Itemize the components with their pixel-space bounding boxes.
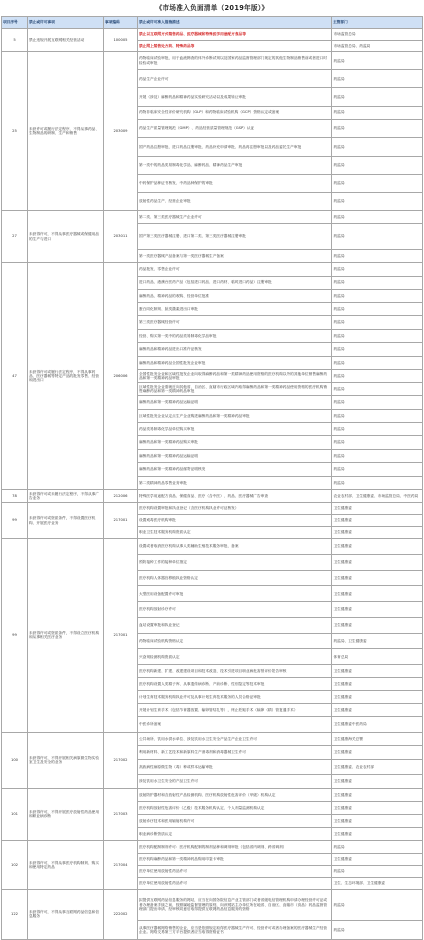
dept-cell: 药监局 xyxy=(332,52,423,70)
item-name-cell: 未获得许可或履行法定程序，不得从事药品、医疗器械等特定产品的批发零售、经营和进出口 xyxy=(28,263,104,490)
table-row xyxy=(2,539,423,555)
measure-cell: 药物非临床安全性评价研究机构（GLP）和药物临床试验机构（GCP）资格认定或备案 xyxy=(138,106,332,119)
header-measures: 禁止或许可准入措施描述 xyxy=(138,17,332,29)
dept-cell: 药监局 xyxy=(332,174,423,192)
dept-cell: 药监局 xyxy=(332,370,423,383)
measure-cell: 预防接种工作的接种单位指定 xyxy=(138,554,332,570)
dept-cell: 卫生、生态环境部、卫生健康委 xyxy=(332,877,423,889)
table-row xyxy=(2,52,423,70)
item-id-cell: 122 xyxy=(2,889,28,939)
measure-cell: 禁止以互联网方式销售药品、医疗器械和特殊医学用途配方食品等 xyxy=(138,29,332,41)
dept-cell: 卫生健康委 xyxy=(332,527,423,539)
table-row xyxy=(2,211,423,224)
measure-cell: 麻醉药品和精神药品进出口准许证核发 xyxy=(138,343,332,356)
measure-cell: 放射性药品生产、经营企业审批 xyxy=(138,192,332,210)
table-body xyxy=(2,29,423,940)
header-item: 禁止或许可事项 xyxy=(28,17,104,29)
item-code-cell: 100005 xyxy=(104,29,138,52)
dept-cell: 卫生健康委 xyxy=(332,602,423,618)
dept-cell: 卫生健康委 xyxy=(332,691,423,704)
table-row xyxy=(2,503,423,515)
measure-cell: 涉及饮用水卫生安全的产品卫生许可 xyxy=(138,774,332,788)
item-id-cell: 27 xyxy=(2,211,28,263)
measure-cell: 大型医用设备配置许可审批 xyxy=(138,586,332,602)
measure-cell: 药物临床试验审批，用于血液筛查的体外诊断试剂以及国家药品监督管理部门规定的其他生物制品销售前或者进口时检验或审批 xyxy=(138,52,332,70)
measure-cell: 职业卫生技术服务机构资质认定 xyxy=(138,527,332,539)
dept-cell: 药监局 xyxy=(332,316,423,329)
measure-cell: 第二类精神药品零售业务审批 xyxy=(138,476,332,489)
measure-cell: 麻醉药品、精神药品的收购、经营单位批准 xyxy=(138,289,332,302)
measure-cell: 麻醉药品和第一类精神药品购买审批 xyxy=(138,436,332,449)
dept-cell: 药监局 xyxy=(332,463,423,476)
dept-cell: 药监局 xyxy=(332,329,423,342)
dept-cell: 卫生健康委 xyxy=(332,665,423,678)
item-name-cell: 未获得许可，不得开展相关病原微生物实验室卫生及安全的业务 xyxy=(28,732,104,788)
measure-cell: 中医诊所备案 xyxy=(138,717,332,733)
measure-cell: 拟提供互联网药品信息服务的网站，应当在向国务院信息产业主管部门或者省级电信管理机构申请办理经营许可证或者办理备案手续之前，按照属地监督管理的原则，向该网站主办单位所在地省、自治区、直辖市（食品）药品监督管理部门提出申请，经审核同意后取得提供互联网药品信息服务的资格 xyxy=(138,889,332,920)
table-row xyxy=(2,490,423,503)
measure-cell: 中药保护品种证书核发、中药品种保护的审批 xyxy=(138,174,332,192)
dept-cell: 药监局 xyxy=(332,889,423,920)
measure-cell: 第一类医疗器械产品备案与第一类医疗器械生产备案 xyxy=(138,250,332,263)
measure-cell: 兴奋剂检测机构资质认定 xyxy=(138,649,332,665)
item-code-cell: 217001 xyxy=(104,539,138,733)
dept-cell: 市场监管总局 xyxy=(332,29,423,41)
item-code-cell: 203011 xyxy=(104,211,138,263)
dept-cell: 卫生健康委 xyxy=(332,853,423,865)
item-code-cell: 217003 xyxy=(104,788,138,840)
table-row xyxy=(2,788,423,801)
measure-cell: 国产第三类医疗器械注册、进口第二类、第三类医疗器械注册审批 xyxy=(138,224,332,250)
table-header-row xyxy=(2,17,423,29)
measure-cell: 医疗单位使用放射性药品许可 xyxy=(138,865,332,877)
measure-cell: 放射诊疗技术和医用辐射机构许可 xyxy=(138,814,332,827)
dept-cell: 市场监管总局、药监局 xyxy=(332,40,423,52)
measure-cell: 医疗机构麻醉药品和第一类精神药品购用印鉴卡审批 xyxy=(138,853,332,865)
measure-cell: 蛋白同化制剂、肽类激素进出口审批 xyxy=(138,302,332,315)
dept-cell: 药监局 xyxy=(332,137,423,156)
dept-cell: 卫生健康委 xyxy=(332,827,423,840)
header-item-id: 项目序号 xyxy=(2,17,28,29)
measure-cell: 麻醉药品和第一类精神药品运输证明 xyxy=(138,449,332,462)
item-name-cell: 未获得许可，不得从事医疗机构制剂、购买和使用特定药品 xyxy=(28,840,104,889)
measure-cell: 国产药品注册审批、进口药品注册审批、药品补充申请审批、药品再注册审批以及药品委托生产审批 xyxy=(138,137,332,156)
dept-cell: 卫生健康委 xyxy=(332,814,423,827)
measure-cell: 药品生产企业许可 xyxy=(138,70,332,88)
dept-cell: 药监局 xyxy=(332,343,423,356)
dept-cell: 药监局 xyxy=(332,88,423,106)
measure-cell: 公共场所、饮用水供水单位、涉及饮用水卫生安全产品生产企业卫生许可 xyxy=(138,732,332,745)
measure-cell: 区域性批发企业从定点生产企业购进麻醉药品和第一类精神药品审批 xyxy=(138,409,332,422)
dept-cell: 药监局 xyxy=(332,449,423,462)
item-name-cell: 未获许可或履行法定程序，不得从事药品、生物制品的研制、生产和销售 xyxy=(28,52,104,211)
item-id-cell: 47 xyxy=(2,263,28,490)
dept-cell: 药监局 xyxy=(332,840,423,853)
item-name-cell: 未获得许可或资质条件，不得设置医疗机构、开展医疗业务 xyxy=(28,503,104,539)
measure-cell: 利用新材料、新工艺技术和新原料生产消毒剂和消毒器械卫生许可 xyxy=(138,745,332,759)
measure-cell: 麻醉药品和第一类精神药品邮寄证明核发 xyxy=(138,463,332,476)
measure-cell: 医疗机构放射性危害评价（乙级）技术服务机构认定、个人剂量监测机构认定 xyxy=(138,801,332,814)
dept-cell: 卫生健康委 xyxy=(332,570,423,586)
item-code-cell: 217004 xyxy=(104,840,138,889)
dept-cell: 药监局 xyxy=(332,106,423,119)
dept-cell: 卫生健康委 xyxy=(332,617,423,633)
measure-cell: 医疗机构新建、扩建、改建建设项目和技术改造、技术引进项目职业病危害预评价报告审核 xyxy=(138,665,332,678)
measure-cell: 特殊医学用途配方食品、保健食品、医疗（含中医）、药品、医疗器械广告审查 xyxy=(138,490,332,503)
item-name-cell: 未获得许可，不得开展医疗放射性药品使用和职业病诊断 xyxy=(28,788,104,840)
item-name-cell: 未获得许可，不得从事医疗器械或保健用品的生产与进口 xyxy=(28,211,104,263)
item-id-cell: 25 xyxy=(2,52,28,211)
dept-cell: 药监局 xyxy=(332,409,423,422)
dept-cell: 卫生健康委 xyxy=(332,503,423,515)
dept-cell: 卫生健康委 xyxy=(332,704,423,717)
measure-cell: 第三类医疗器械经营许可 xyxy=(138,316,332,329)
measure-cell: 麻醉药品和第一类精神药品运输证明 xyxy=(138,396,332,409)
item-name-cell: 未获得许可，不得从事互联网药品信息和信息服务 xyxy=(28,889,104,939)
dept-cell: 药监局 xyxy=(332,289,423,302)
measure-cell: 进口药品、港澳台医药产品（包括进口药品、进口药材、临时进口药品）注册审批 xyxy=(138,276,332,289)
measure-cell: 经营、购买第一类中的药品类易制毒化学品审批 xyxy=(138,329,332,342)
item-id-cell: 99 xyxy=(2,539,28,733)
dept-cell: 药监局 xyxy=(332,70,423,88)
item-id-cell: 99 xyxy=(2,503,28,539)
measure-cell: 医疗机构设置人类精子库、从事遗传病诊断、产前诊断、性别鉴定等技术审批 xyxy=(138,678,332,691)
dept-cell: 药监局 xyxy=(332,156,423,174)
measure-cell: 禁止网上销售处方药、特殊药品等 xyxy=(138,40,332,52)
dept-cell: 农业农村部、卫生健康委、市场监管总局、中医药局 xyxy=(332,490,423,503)
measure-cell: 设置戒毒医疗机构审批 xyxy=(138,515,332,527)
measure-cell: 药品类易制毒化学品单位购买审批 xyxy=(138,422,332,435)
dept-cell: 卫生健康海关总署 xyxy=(332,732,423,745)
dept-cell: 卫生健康委 xyxy=(332,586,423,602)
dept-cell: 卫生健康委、农业农村部 xyxy=(332,760,423,774)
dept-cell: 药监局 xyxy=(332,396,423,409)
item-name-cell: 未获得许可或未履行法定程序，不得从事广告业务 xyxy=(28,490,104,503)
measure-cell: 区域性批发企业需就近向其他省、自治区、直辖市行政区域内取得麻醉药品和第一类精神药品使用资格的医疗机构销售麻醉药品和第一类精神药品审批 xyxy=(138,383,332,396)
measure-cell: 从事医疗器械网络销售的企业，应当是依照规定取得医疗器械生产许可、经营许可或者办理备案的医疗器械生产经营企业。网络交易第三方平台提供者应当取得资格证书 xyxy=(138,920,332,939)
item-id-cell: 102 xyxy=(2,840,28,889)
dept-cell: 药监局 xyxy=(332,422,423,435)
measure-cell: 职业病诊断资质认定 xyxy=(138,827,332,840)
page-title: 《市场准入负面清单（2019年版）》 xyxy=(155,4,269,12)
dept-cell: 药监局 xyxy=(332,920,423,939)
measure-cell: 高致病性病原微生物（毒）种或样本运输审批 xyxy=(138,760,332,774)
negative-list-table xyxy=(1,16,423,940)
dept-cell: 卫生健康委 xyxy=(332,788,423,801)
dept-cell: 药监局 xyxy=(332,383,423,396)
dept-cell: 药监局 xyxy=(332,263,423,276)
dept-cell: 卫生健康委 xyxy=(332,801,423,814)
measure-cell: 血站设置审批和执业登记 xyxy=(138,617,332,633)
measure-cell: 计划生育技术服务机构执业许可及从事计划生育技术服务的人员合格证审批 xyxy=(138,691,332,704)
measure-cell: 全国性批发企业和区域性批发企业向取得麻醉药品和第一类精神药品使用资格的医疗机构以外的其他单位销售麻醉药品和第一类精神药品审批 xyxy=(138,370,332,383)
measure-cell: 第一类中的药品类易制毒化学品、麻醉药品、精神药品生产审批 xyxy=(138,156,332,174)
measure-cell: 医疗单位使用放射性药品许可 xyxy=(138,877,332,889)
item-code-cell: 206006 xyxy=(104,263,138,490)
item-code-cell: 217002 xyxy=(104,732,138,788)
table-row xyxy=(2,889,423,920)
measure-cell: 麻醉药品和精神药品全国性批发企业审批 xyxy=(138,356,332,369)
item-code-cell: 217001 xyxy=(104,503,138,539)
measure-cell: 药品批发、零售企业许可 xyxy=(138,263,332,276)
measure-cell: 医疗机构配制制剂许可：医疗机构配制的制剂品种和调剂审批（包括省内调剂、跨省调剂） xyxy=(138,840,332,853)
dept-cell: 药监局 xyxy=(332,276,423,289)
dept-cell: 药监局、卫生健康委 xyxy=(332,633,423,649)
dept-cell: 药监局 xyxy=(332,356,423,369)
item-id-cell: 78 xyxy=(2,490,28,503)
dept-cell: 药监局 xyxy=(332,192,423,210)
dept-cell: 药监局 xyxy=(332,865,423,877)
dept-cell: 药监局 xyxy=(332,302,423,315)
measure-cell: 第二类、第三类医疗器械生产企业许可 xyxy=(138,211,332,224)
dept-cell: 药监局 xyxy=(332,250,423,263)
measure-cell: 药物临床试验机构资格认定 xyxy=(138,633,332,649)
dept-cell: 卫生健康委 xyxy=(332,515,423,527)
measure-cell: 医疗机构放射诊疗许可 xyxy=(138,602,332,618)
measure-cell: 放射防护器材和含放射性产品检测机构、医疗机构放射性危害评价（甲级）机构认定 xyxy=(138,788,332,801)
measure-cell: 医疗机构人体器官移植执业资格认定 xyxy=(138,570,332,586)
item-id-cell: 5 xyxy=(2,29,28,52)
header-dept: 主管部门 xyxy=(332,17,423,29)
dept-cell: 体育总局 xyxy=(332,649,423,665)
measure-cell: 医疗机构设置审批和执业登记（含医疗机构执业许可证核发） xyxy=(138,503,332,515)
dept-cell: 药监局 xyxy=(332,224,423,250)
measure-cell: 开展（涉及）麻醉药品和精神药品实验研究活动以及成果转让审批 xyxy=(138,88,332,106)
item-name-cell: 未获得许可或资质条件，不得设立医疗机构和从事相关医疗业务 xyxy=(28,539,104,733)
table-row xyxy=(2,263,423,276)
dept-cell: 药监局 xyxy=(332,211,423,224)
item-code-cell: 203009 xyxy=(104,52,138,211)
measure-cell: 药品生产质量管理规范（GMP）、药品经营质量管理规范（GSP）认证 xyxy=(138,119,332,137)
table-row xyxy=(2,732,423,745)
dept-cell: 卫生健康委 xyxy=(332,745,423,759)
dept-cell: 卫生健康委 xyxy=(332,539,423,555)
dept-cell: 卫生健康委中医药局 xyxy=(332,717,423,733)
dept-cell: 药监局 xyxy=(332,476,423,489)
item-code-cell: 222002 xyxy=(104,889,138,939)
table-row xyxy=(2,840,423,853)
item-name-cell: 禁止违规开展互联网相关经营活动 xyxy=(28,29,104,52)
item-id-cell: 100 xyxy=(2,732,28,788)
measure-cell: 开展计划生育手术（包括节育器放置、输卵管结扎等），终止妊娠手术（输卵（精）管复通手术） xyxy=(138,704,332,717)
measure-cell: 设置或者取消医疗机构从事人类辅助生殖技术服务审批、备案 xyxy=(138,539,332,555)
dept-cell: 卫生健康委 xyxy=(332,678,423,691)
dept-cell: 药监局 xyxy=(332,119,423,137)
table-row xyxy=(2,29,423,41)
item-id-cell: 101 xyxy=(2,788,28,840)
dept-cell: 卫生健康委 xyxy=(332,554,423,570)
item-code-cell: 212006 xyxy=(104,490,138,503)
dept-cell: 卫生健康委 xyxy=(332,774,423,788)
header-code: 事项编码 xyxy=(104,17,138,29)
dept-cell: 药监局 xyxy=(332,436,423,449)
